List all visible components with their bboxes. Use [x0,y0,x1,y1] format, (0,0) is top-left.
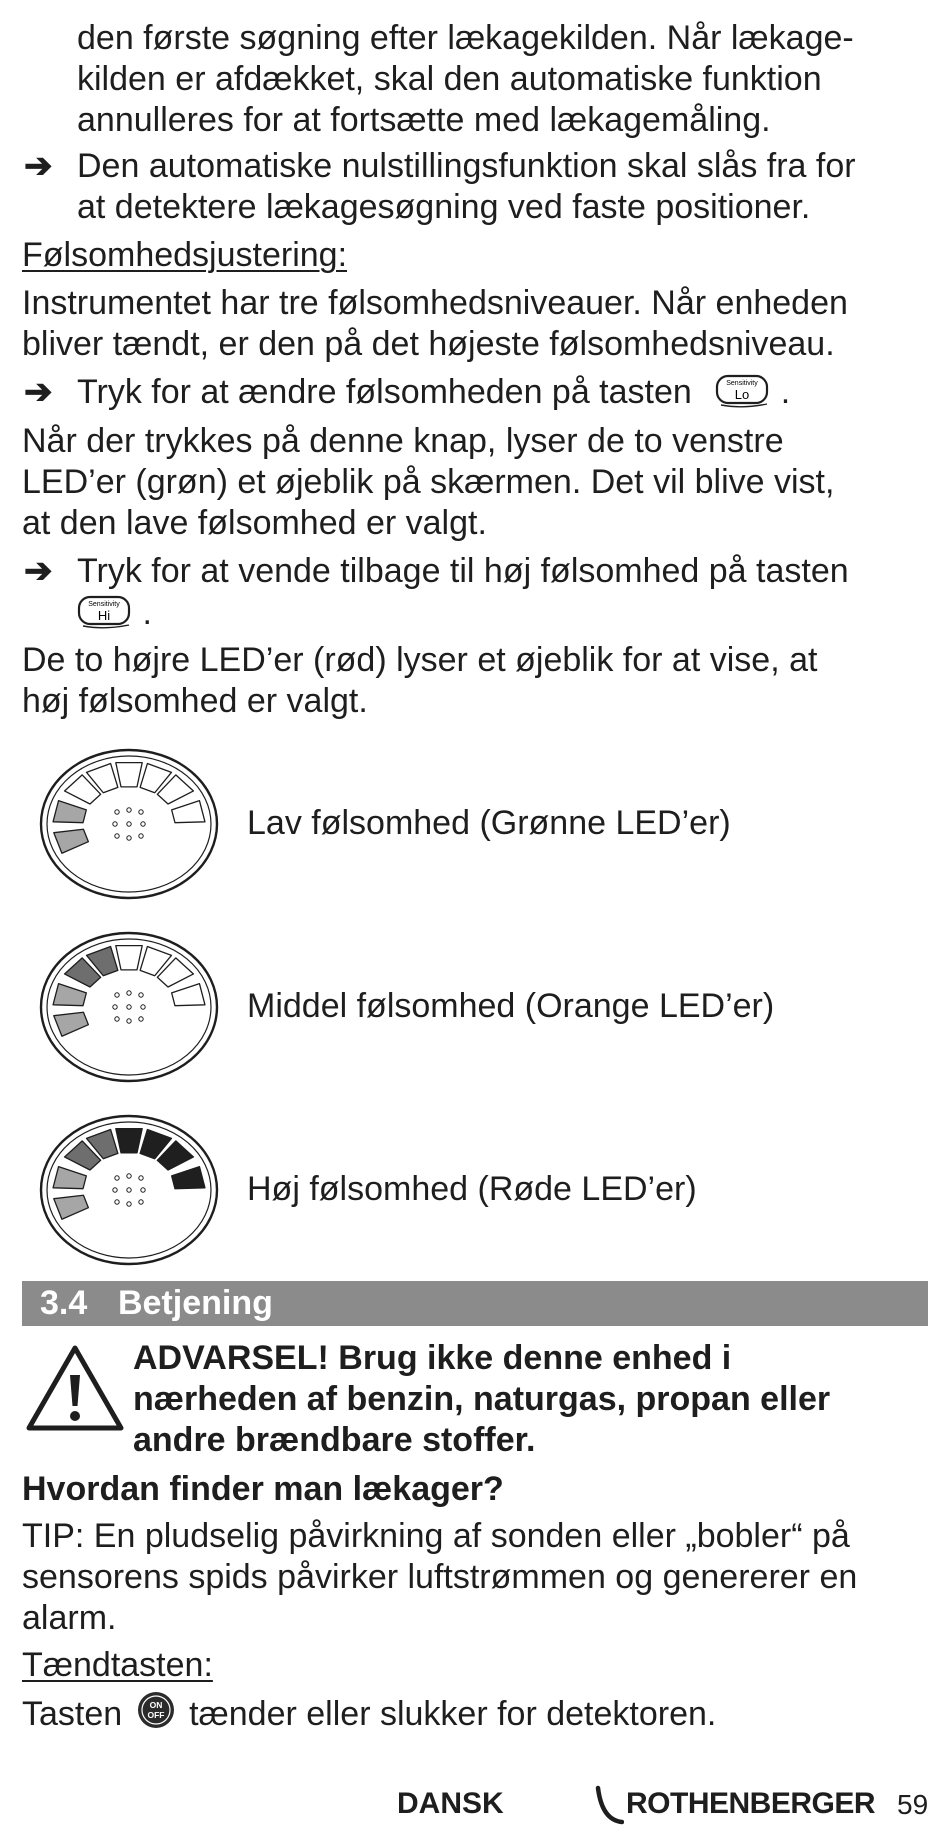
power-after: tænder eller slukker for detektoren. [189,1695,717,1733]
section-header-bar [22,1281,928,1326]
power-key-bottom: OFF [147,1710,165,1721]
sensitivity-lo-key-icon [715,374,771,408]
lo-result-line-1: Når der trykkes på denne knap, lyser de to venstre [22,422,784,460]
level-low-label: Lav følsomhed (Grønne LED’er) [247,804,731,842]
bullet-lo [77,372,790,412]
footer-language: DANSK [397,1787,504,1820]
bullet-auto-zero-line-2: at detektere lækagesøgning ved faste positioner. [77,188,811,226]
lo-result-line-2: LED’er (grøn) et øjeblik på skærmen. Det vil blive vist, [22,463,835,501]
level-high-label: Høj følsomhed (Røde LED’er) [247,1170,697,1208]
led-display-medium-icon [34,925,224,1085]
warning-triangle-icon [24,1343,126,1433]
hi-result-line-2: høj følsomhed er valgt. [22,682,368,720]
power-key-top: ON [149,1700,163,1711]
led-segment [116,763,142,787]
bullet-hi-text: Tryk for at vende tilbage til høj følsomhed på tasten [77,552,849,590]
lo-key-top: Sensitivity [726,380,759,388]
footer-brand: ROTHENBERGER [626,1787,876,1820]
led-segment [116,1129,142,1153]
bullet-auto-zero-line-1: Den automatiske nulstillingsfunktion skal slås fra for [77,147,856,185]
tip-line-2: sensorens spids påvirker luftstrømmen og genererer en [22,1558,858,1596]
intro-line-3: annulleres for at fortsætte med lækagemåling. [77,101,771,139]
arrow-right-icon: ➔ [24,552,53,590]
period: . [142,594,152,632]
warning-line-3: andre brændbare stoffer. [133,1421,536,1459]
bullet-hi-key [77,593,152,633]
section-number: 3.4 [40,1284,88,1322]
hi-key-top: Sensitivity [88,601,120,609]
warning-line-2: nærheden af benzin, naturgas, propan eller [133,1380,831,1418]
hi-key-bottom: Hi [97,608,111,624]
sensitivity-hi-key-icon [77,595,133,629]
led-display-high-icon [34,1108,224,1268]
sensitivity-intro-line-2: bliver tændt, er den på det højeste følsomhedsniveau. [22,325,835,363]
tip-line-1: TIP: En pludselig påvirkning af sonden eller „bobler“ på [22,1517,850,1555]
section-title: Betjening [118,1284,273,1322]
page-number: 59 [897,1789,929,1820]
period: . [780,373,791,411]
rothenberger-logo-icon [594,1784,624,1828]
find-heading: Hvordan finder man lækager? [22,1470,504,1508]
power-before: Tasten [22,1695,123,1733]
sensitivity-intro-line-1: Instrumentet har tre følsomhedsniveauer. Når enheden [22,284,848,322]
led-segment [116,946,142,970]
power-key-icon [136,1690,176,1730]
lo-result-line-3: at den lave følsomhed er valgt. [22,504,487,542]
arrow-right-icon: ➔ [24,147,53,185]
bullet-lo-text: Tryk for at ændre følsomheden på tasten [77,373,692,411]
power-heading: Tændtasten: [22,1646,213,1684]
intro-line-1: den første søgning efter lækagekilden. Når lækage- [77,19,854,57]
level-medium-label: Middel følsomhed (Orange LED’er) [247,987,775,1025]
warning-line-1: ADVARSEL! Brug ikke denne enhed i [133,1339,732,1377]
power-line [22,1694,716,1734]
intro-line-2: kilden er afdækket, skal den automatiske funktion [77,60,822,98]
led-display-low-icon [34,742,224,902]
arrow-right-icon: ➔ [24,373,53,411]
lo-key-bottom: Lo [735,387,750,403]
hi-result-line-1: De to højre LED’er (rød) lyser et øjeblik for at vise, at [22,641,818,679]
sensitivity-heading: Følsomhedsjustering: [22,236,348,274]
tip-line-3: alarm. [22,1599,117,1637]
